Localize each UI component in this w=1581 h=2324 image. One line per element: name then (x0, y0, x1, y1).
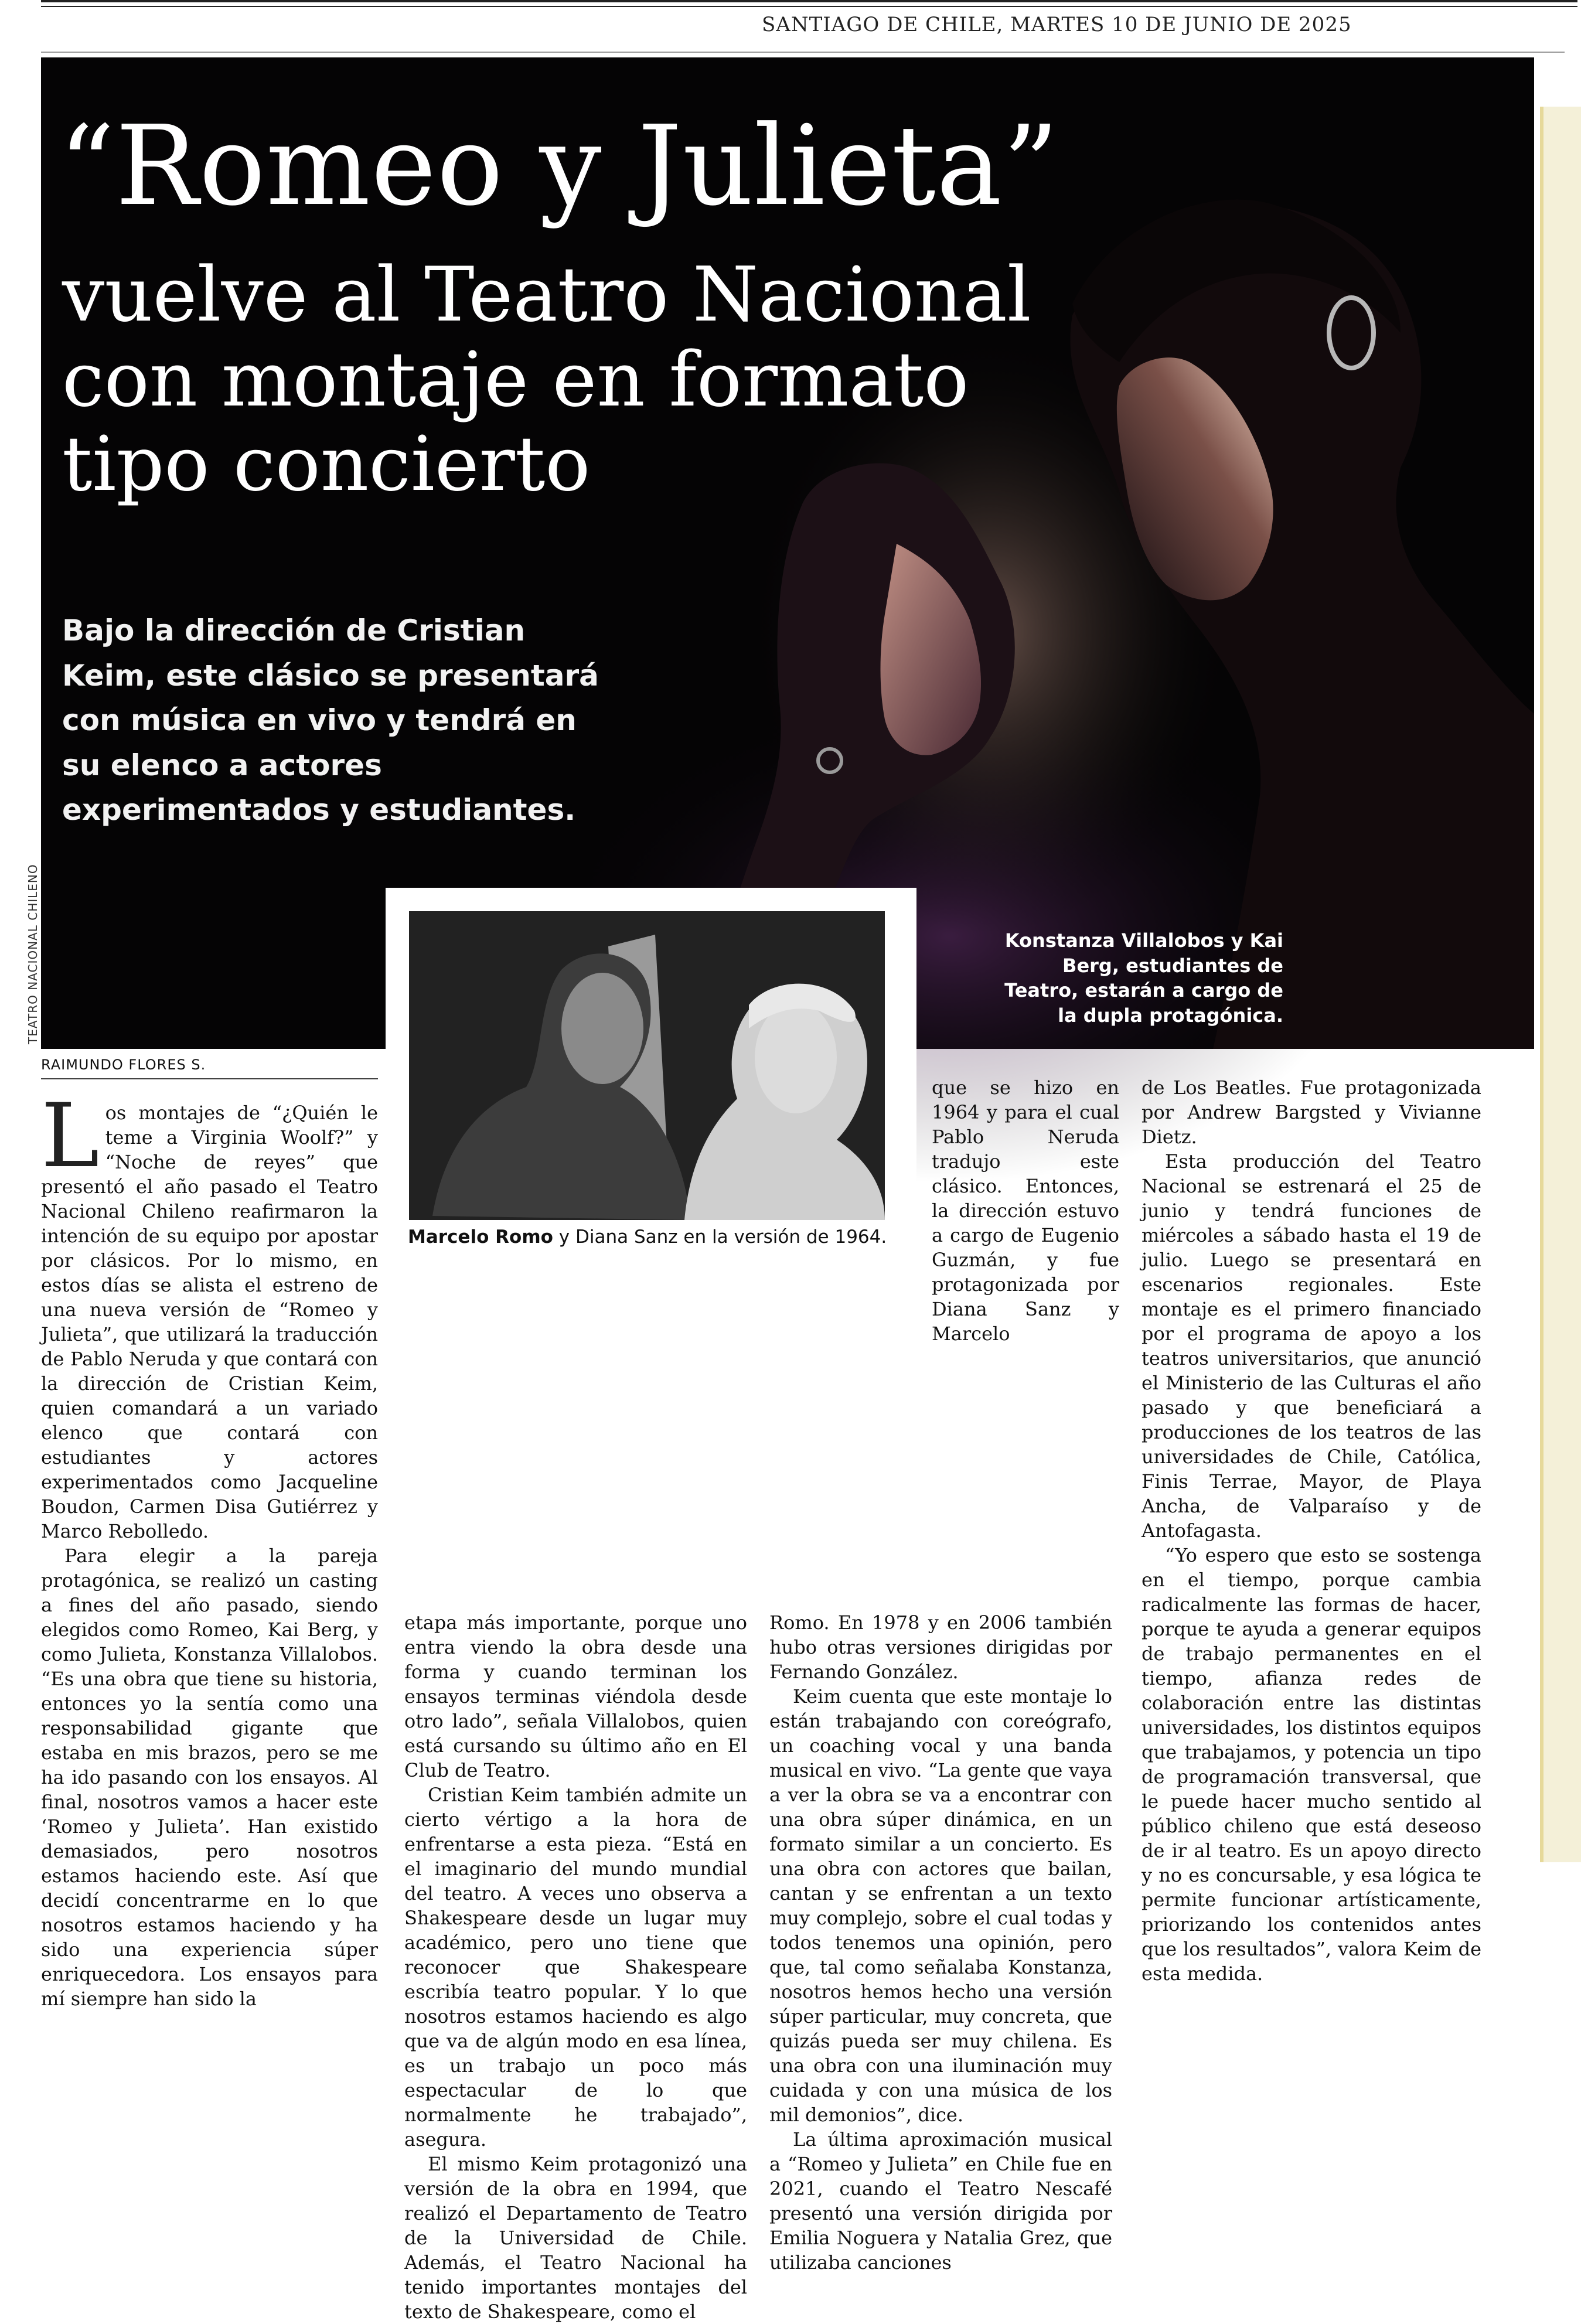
hero-photo-caption: Konstanza Villalobos y Kai Berg, estudiantes de Teatro, estarán a cargo de la dupla protagónica. (1004, 929, 1283, 1027)
article-lede: Bajo la dirección de Cristian Keim, este clásico se presentará con música en vivo y tendrá en su elenco a actores experimentados y estudiantes. (62, 614, 599, 827)
paragraph: El mismo Keim protagonizó una versión de la obra en 1994, que realizó el Departamento de Teatro de la Universidad de Chile. Además, el Teatro Nacional ha tenido importantes montajes del texto de Shakespeare, como el (404, 2153, 747, 2323)
paragraph: “Yo espero que esto se sostenga en el tiempo, porque cambia radicalmente las formas de hacer, porque te ayuda a generar equipos de trabajo permanentes en el tiempo, afianza redes de colaboración entre las distintas universidades, los distintos equipos que trabajamos, y potencia un tipo de programación transversal, que le puede hacer mucho sentido al público chileno que está deseoso de ir al teatro. Es un apoyo directo y no es concursable, y esa lógica te permite funcionar artísticamente, priorizando los contenidos antes que los resultados”, valora Keim de esta medida. (1142, 1544, 1481, 1985)
paragraph: Romo. En 1978 y en 2006 también hubo otras versiones dirigidas por Fernando González. (769, 1611, 1112, 1683)
hero-photo-credit: TEATRO NACIONAL CHILENO (26, 864, 40, 1044)
paragraph: Para elegir a la pareja protagónica, se realizó un casting a fines del año pasado, siendo elegidos como Romeo, Kai Berg, y como Julieta, Konstanza Villalobos. “Es una obra que tiene su historia, entonces yo la sentía como una responsabilidad gigante que estaba en mis brazos, pero se me ha ido pasando con los ensayos. Al final, nosotros vamos a hacer este ‘Romeo y Julieta’. Han existido demasiados, pero nosotros estamos haciendo este. Así que decidí concentrarme en lo que nosotros estamos haciendo y ha sido una experiencia súper enriquecedora. Los ensayos para mí siempre han sido la (41, 1545, 378, 2010)
dateline-rule (41, 52, 1565, 53)
article-column-3 (769, 1610, 1112, 2275)
paragraph-text: os montajes de “¿Quién le teme a Virginia Woolf?” y “Noche de reyes” que presentó el año pasado el Teatro Nacional Chileno reafirmaron la intención de su equipo por apostar por clásicos. Por lo mismo, en estos días se alista el estreno de una nueva versión de “Romeo y Julieta”, que utilizará la traducción de Pablo Neruda y que contará con la dirección de Cristian Keim, quien comandará a un variado elenco que contará con estudiantes y actores experimentados como Jacqueline Boudon, Carmen Disa Gutiérrez y Marco Rebolledo. (41, 1102, 378, 1542)
top-rule-thin (41, 6, 1577, 7)
dateline: SANTIAGO DE CHILE, MARTES 10 DE JUNIO DE 2025 (762, 13, 1352, 36)
paragraph: Esta producción del Teatro Nacional se estrenará el 25 de junio y tendrá funciones de miércoles a sábado hasta el 19 de julio. Luego se presentará en escenarios regionales. Este montaje es el primero financiado por el programa de apoyo a los teatros universitarios, que anunció el Ministerio de las Culturas el año pasado y que beneficiará a producciones de los teatros de las universidades de Chile, Católica, Finis Terrae, Mayor, de Playa Ancha, de Valparaíso y de Antofagasta. (1142, 1150, 1481, 1542)
adjacent-sidebar-fragment (1540, 107, 1581, 1862)
paragraph: que se hizo en 1964 y para el cual Pablo Neruda tradujo este clásico. Entonces, la dirección estuvo a cargo de Eugenio Guzmán, y fue protagonizada por Diana Sanz y Marcelo (932, 1076, 1119, 1345)
headline-sub: vuelve al Teatro Nacional con montaje en formato tipo concierto (62, 251, 1031, 509)
paragraph: Cristian Keim también admite un cierto vértigo a la hora de enfrentarse a esta pieza. “Está en el imaginario del mundo mundial del teatro. A veces uno observa a Shakespeare desde un lugar muy académico, pero uno tiene que reconocer que Shakespeare escribía teatro popular. Y lo que nosotros estamos haciendo es algo que va de algún modo en esa línea, es un trabajo un poco más espectacular de lo que normalmente he trabajado”, asegura. (404, 1784, 747, 2151)
top-rule (41, 0, 1577, 2)
article-column-1 (41, 1085, 378, 2010)
inset-caption-text: y Diana Sanz en la versión de 1964. (553, 1226, 887, 1248)
inset-photo-illustration (409, 911, 885, 1220)
paragraph: Keim cuenta que este montaje lo están trabajando con coreógrafo, un coaching vocal y una banda musical en vivo. “La gente que vaya a ver la obra se va a encontrar con una obra súper dinámica, en un formato similar a un concierto. Es una obra con actores que bailan, cantan y se enfrentan a un texto muy complejo, sobre el cual todas y todos tenemos una opinión, pero que, tal como señalaba Konstanza, nosotros hemos hecho una versión súper particular, muy concreta, que quizás pueda ser muy chilena. Es una obra con una iluminación muy cuidada y con una música de los mil demonios”, dice. (769, 1685, 1112, 2126)
inset-photo (409, 911, 885, 1220)
paragraph (41, 1085, 378, 1543)
article-column-2 (404, 1610, 747, 2324)
byline: RAIMUNDO FLORES S. (41, 1057, 206, 1073)
paragraph: de Los Beatles. Fue protagonizada por Andrew Bargsted y Vivianne Dietz. (1142, 1076, 1481, 1148)
paragraph: etapa más importante, porque uno entra viendo la obra desde una forma y cuando terminan los ensayos terminas viéndola desde otro lado”, señala Villalobos, quien está cursando su último año en El Club de Teatro. (404, 1611, 747, 1781)
paragraph: La última aproximación musical a “Romeo y Julieta” en Chile fue en 2021, cuando el Teatro Nescafé presentó una versión dirigida por Emilia Noguera y Natalia Grez, que utilizaba canciones (769, 2128, 1112, 2274)
inset-caption-name: Marcelo Romo (408, 1226, 553, 1248)
byline-rule (41, 1078, 378, 1079)
drop-cap: L (41, 1085, 100, 1187)
headline-main: “Romeo y Julieta” (59, 102, 1059, 230)
article-column-3-top (932, 1075, 1119, 1346)
article-column-4 (1142, 1075, 1481, 1986)
inset-photo-caption (408, 1226, 887, 1248)
